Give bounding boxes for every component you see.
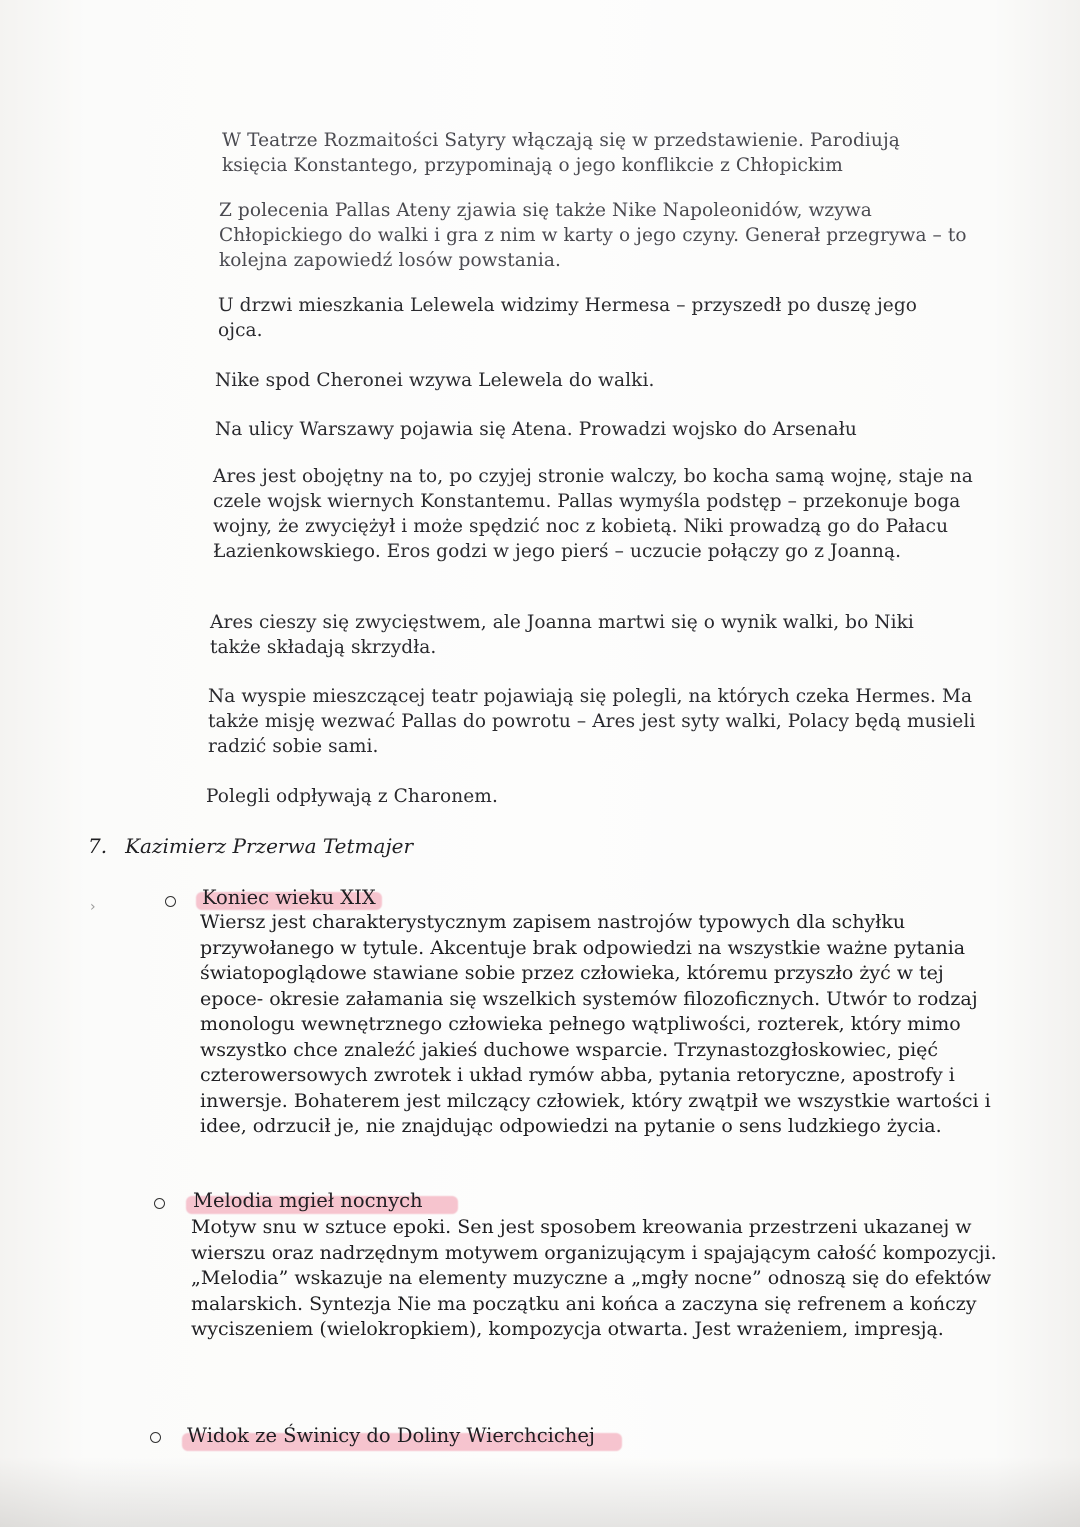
margin-note: › <box>90 899 96 915</box>
paragraph-hermes-lelewel: U drzwi mieszkania Lelewela widzimy Hermesa – przyszedł po duszę jego ojca. <box>218 295 918 341</box>
section-number: 7. <box>88 834 108 858</box>
item-body-koniec-wieku: Wiersz jest charakterystycznym zapisem nastrojów typowych dla schyłku przywołanego w tytule. Akcentuje brak odpowiedzi na wszystkie ważne pytania światopoglądowe stawiane sobie przez człowieka, któremu przyszło żyć w tej epoce- okresie załamania się wszelkich systemów filozoficznych. Utwór to rodzaj monologu wewnętrznego człowieka pełnego wątpliwości, rozterek, który mimo wszystko chce znaleźć jakieś duchowe wsparcie. Trzynastozgłoskowiec, pięć czterowersowych zwrotek i układ rymów abba, pytania retoryczne, apostrofy i inwersje. Bohaterem jest milczący człowiek, który zwątpił we wszystkie wartości i idee, odrzucił je, nie znajdując odpowiedzi na pytanie o sens ludzkiego życia. <box>200 911 991 1137</box>
section-title: Kazimierz Przerwa Tetmajer <box>125 834 414 858</box>
section-heading <box>88 834 413 858</box>
paragraph-polegli-charon: Polegli odpływają z Charonem. <box>206 786 498 807</box>
item-body-melodia: Motyw snu w sztuce epoki. Sen jest sposobem kreowania przestrzeni ukazanej w wierszu oraz nadrzędnym motywem organizującym i spajającym całość kompozycji. „Melodia” wskazuje na elementy muzyczne a „mgły nocne” odnoszą się do efektów malarskich. Syntezja Nie ma początku ani końca a zaczyna się refrenem a kończy wyciszeniem (wielokropkiem), kompozycja otwarta. Jest wrażeniem, impresją. <box>191 1216 997 1340</box>
bullet-icon <box>154 1198 165 1209</box>
paragraph-polegli-wyspa: Na wyspie mieszczącej teatr pojawiają się polegli, na których czeka Hermes. Ma także misję wezwać Pallas do powrotu – Ares jest syty walki, Polacy będą musieli radzić sobie sami. <box>208 686 976 757</box>
item-title-koniec-wieku: Koniec wieku XIX <box>202 886 376 909</box>
paragraph-nike-napoleonidow: Z polecenia Pallas Ateny zjawia się także Nike Napoleonidów, wzywa Chłopickiego do walki i gra z nim w karty o jego czyny. Generał przegrywa – to kolejna zapowiedź losów powstania. <box>219 200 967 271</box>
bullet-icon <box>165 896 176 907</box>
paragraph-ares-joanna: Ares cieszy się zwycięstwem, ale Joanna martwi się o wynik walki, bo Niki także składają skrzydła. <box>210 612 914 658</box>
bullet-icon <box>150 1432 161 1443</box>
paragraph-nike-cheronei: Nike spod Cheronei wzywa Lelewela do walki. <box>215 370 655 391</box>
item-title-melodia: Melodia mgieł nocnych <box>193 1189 423 1212</box>
paragraph-satyry: W Teatrze Rozmaitości Satyry włączają się w przedstawienie. Parodiują księcia Konstantego, przypominają o jego konflikcie z Chłopickim <box>222 130 900 176</box>
page-shadow <box>0 1457 1080 1527</box>
item-title-widok: Widok ze Świnicy do Doliny Wierchcichej <box>187 1424 595 1447</box>
paragraph-atena: Na ulicy Warszawy pojawia się Atena. Prowadzi wojsko do Arsenału <box>215 419 857 440</box>
paragraph-ares: Ares jest obojętny na to, po czyjej stronie walczy, bo kocha samą wojnę, staje na czele wojsk wiernych Konstantemu. Pallas wymyśla podstęp – przekonuje boga wojny, że zwyciężył i może spędzić noc z kobietą. Niki prowadzą go do Pałacu Łazienkowskiego. Eros godzi w jego pierś – uczucie połączy go z Joanną. <box>213 466 973 562</box>
